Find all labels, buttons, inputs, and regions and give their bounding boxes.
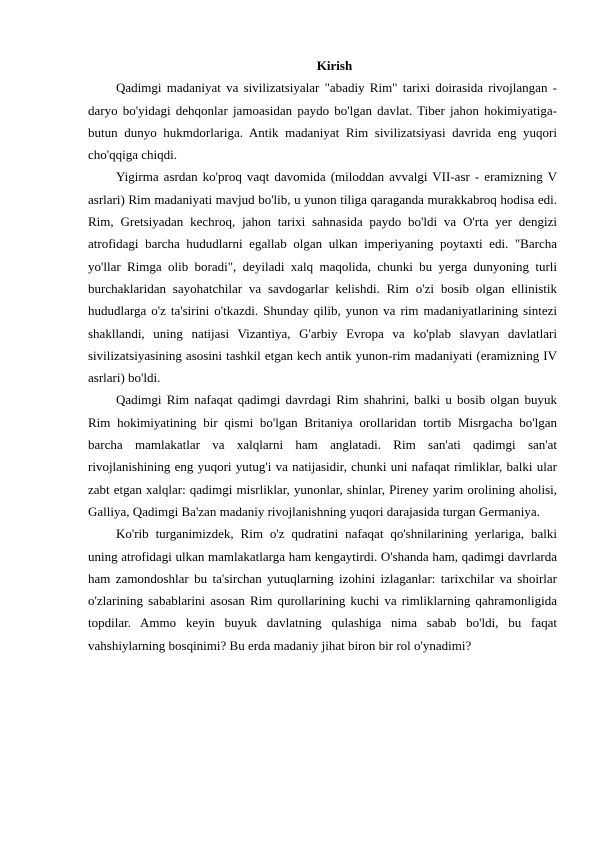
document-title: Kirish	[316, 58, 353, 73]
paragraph: Qadimgi madaniyat va sivilizatsiyalar "abadiy Rim" tarixi doirasida rivojlangan - daryo bo'yidagi dehqonlar jamoasidan paydo bo'lgan davlat. Tiber jahon hokimiyatiga-butun dunyo hukmdorlariga. Antik madaniyat Rim sivilizatsiyasi davrida eng yuqori cho'qqiga chiqdi.	[88, 80, 557, 163]
paragraph: Yigirma asrdan ko'proq vaqt davomida (miloddan avvalgi VII-asr - eramizning V asrlari) Rim madaniyati mavjud bo'lib, u yunon tiliga qaraganda murakkabroq hodisa edi. Rim, Gretsiyadan kechroq, jahon tarixi sahnasida paydo bo'ldi va O'rta yer dengizi atrofidagi barcha hududlarni egallab olgan ulkan imperiyaning poytaxti edi. "Barcha yo'llar Rimga olib boradi", deyiladi xalq maqolida, chunki bu yerga dunyoning turli burchaklaridan sayohatchilar va savdogarlar kelishdi. Rim o'zi bosib olgan ellinistik hududlarga o'z ta'sirini o'tkazdi. Shunday qilib, yunon va rim madaniyatlarining sintezi shakllandi, uning natijasi Vizantiya, G'arbiy Evropa va ko'plab slavyan davlatlari sivilizatsiyasining asosini tashkil etgan kech antik yunon-rim madaniyati (eramizning IV asrlari) bo'ldi.	[88, 169, 557, 386]
paragraph: Ko'rib turganimizdek, Rim o'z qudratini nafaqat qo'shnilarining yerlariga, balki uning atrofidagi ulkan mamlakatlarga ham kengaytirdi. O'shanda ham, qadimgi davrlarda ham zamondoshlar bu ta'sirchan yutuqlarning izohini izlaganlar: tarixchilar va shoirlar o'zlarining sabablarini asosan Rim qurollarining kuchi va rimliklarning qahramonligida topdilar. Ammo keyin buyuk davlatning qulashiga nima sabab bo'ldi, bu faqat vahshiylarning bosqinimi? Bu erda madaniy jihat biron bir rol o'ynadimi?	[88, 526, 557, 653]
document-page	[88, 55, 557, 657]
paragraph: Qadimgi Rim nafaqat qadimgi davrdagi Rim shahrini, balki u bosib olgan buyuk Rim hokimiyatining bir qismi bo'lgan Britaniya orollaridan tortib Misrgacha bo'lgan barcha mamlakatlar va xalqlarni ham anglatadi. Rim san'ati qadimgi san'at rivojlanishining eng yuqori yutug'i va natijasidir, chunki uni nafaqat rimliklar, balki ular zabt etgan xalqlar: qadimgi misrliklar, yunonlar, shinlar, Pireney yarim orolining aholisi, Galliya, Qadimgi Ba'zan madaniy rivojlanishning yuqori darajasida turgan Germaniya.	[88, 392, 557, 519]
